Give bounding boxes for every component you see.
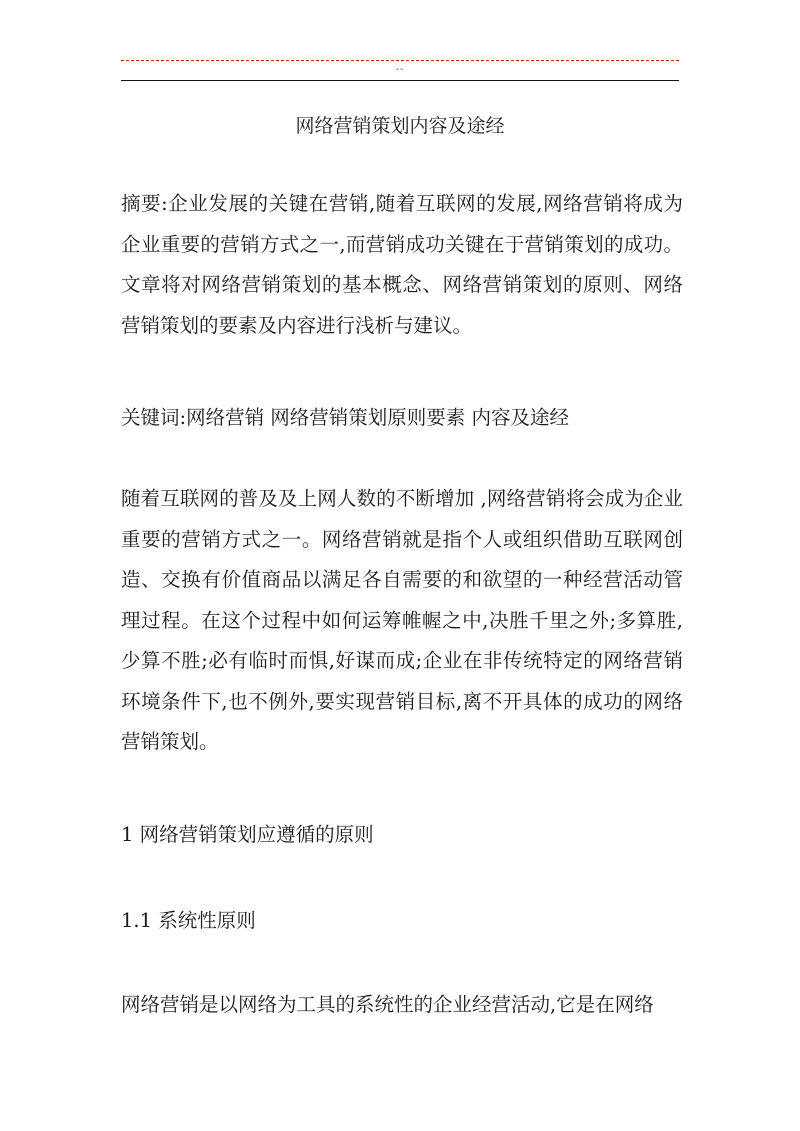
abstract-paragraph: 摘要:企业发展的关键在营销,随着互联网的发展,网络营销将成为企业重要的营销方式之一,而营销成功关键在于营销策划的成功。文章将对网络营销策划的基本概念、网络营销策划的原则、网络营销策划的要素及内容进行浅析与建议。 bbox=[121, 192, 683, 337]
section-heading-1: 1 网络营销策划应遵循的原则 bbox=[121, 823, 374, 846]
header-dashed-rule bbox=[121, 60, 679, 61]
body-paragraph-start: 网络营销是以网络为工具的系统性的企业经营活动,它是在网络 bbox=[121, 993, 654, 1016]
intro-paragraph: 随着互联网的普及及上网人数的不断增加 ,网络营销将会成为企业重要的营销方式之一。网络营销就是指个人或组织借助互联网创造、交换有价值商品以满足各自需要的和欲望的一种经营活动管理过程。在这个过程中如何运筹帷幄之中,决胜千里之外;多算胜,少算不胜;必有临时而惧,好谋而成;企业在非传统特定的网络营销环境条件下,也不例外,要实现营销目标,离不开具体的成功的网络营销策划。 bbox=[121, 487, 683, 753]
document-title: 网络营销策划内容及途经 bbox=[295, 115, 505, 137]
header-dash-tail: -- bbox=[395, 64, 405, 75]
section-heading-1-1: 1.1 系统性原则 bbox=[121, 909, 256, 932]
page-header bbox=[121, 60, 679, 81]
keywords-line: 关键词:网络营销 网络营销策划原则要素 内容及途经 bbox=[121, 406, 569, 429]
header-solid-rule bbox=[121, 80, 679, 81]
